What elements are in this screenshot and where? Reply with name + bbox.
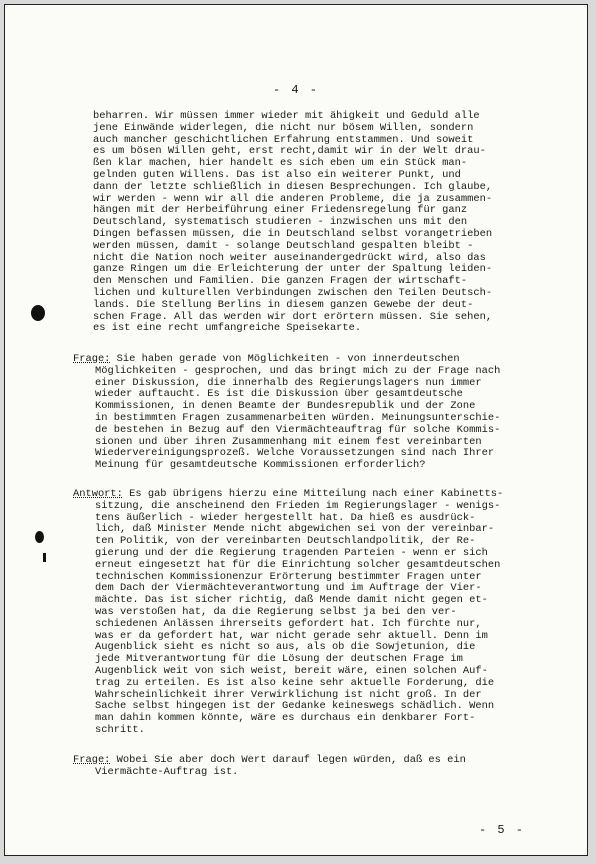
- text-line: Wahrscheinlichkeit ihrer Verwirklichung ist nicht groß. In der: [95, 688, 482, 701]
- text-line: was verstoßen hat, da die Regierung selbst ja bei den ver-: [95, 605, 457, 618]
- text-line: sionen und über ihren Zusammenhang mit einem fest vereinbarten: [95, 435, 482, 448]
- text-line: jene Einwände widerlegen, die nicht nur bösem Willen, sondern: [93, 121, 474, 134]
- answer-block: [73, 489, 503, 737]
- text-line: Augenblick sieht es nicht so aus, als ob die Sowjetunion, die: [95, 641, 476, 654]
- text-line: Möglichkeiten - gesprochen, und das bringt mich zu der Frage nach: [95, 364, 501, 377]
- text-line: erneut eingesetzt hat für die Einrichtung solcher gesamtdeutschen: [95, 558, 501, 571]
- text-line: beharren. Wir müssen immer wieder mit ähigkeit und Geduld alle: [93, 110, 480, 122]
- text-line: Kommissionen, in denen Beamte der Bundesrepublik und der Zone: [95, 400, 476, 413]
- text-line: wir werden - wenn wir all die anderen Probleme, die ja zusammen-: [93, 192, 493, 205]
- text-line: gierung und der die Regierung tragenden Parteien - wenn er sich: [95, 546, 488, 559]
- text-line: Meinung für gesamtdeutsche Kommissionen erforderlich?: [95, 459, 426, 472]
- text-line: Deutschland, systematisch studieren - inzwischen uns mit den: [93, 216, 468, 229]
- text-line: lands. Die Stellung Berlins in diesem ganzen Gewebe der deut-: [93, 298, 474, 311]
- text-line: was er da gefordert hat, war nicht gerade sehr aktuell. Denn im: [95, 629, 488, 642]
- answer-first-line: Antwort: Es gab übrigens hierzu eine Mitteilung nach einer Kabinetts-: [73, 488, 504, 500]
- question-first-line: Frage: Wobei Sie aber doch Wert darauf legen würden, daß es ein: [73, 754, 466, 766]
- text-line: ten Politik, von der vereinbarten Deutschlandpolitik, der Re-: [95, 535, 476, 548]
- text-line: Augenblick weit von sich weist, bereit wäre, einen solchen Auf-: [95, 664, 488, 677]
- question-block: [73, 755, 466, 779]
- text-line: es um bösen Willen geht, erst recht,damit wir in der Welt drau-: [93, 145, 486, 158]
- question-block: [73, 354, 500, 472]
- question-text: [73, 366, 500, 472]
- text-line: man dahin kommen könnte, wäre es durchaus ein denkbarer Fort-: [95, 712, 476, 725]
- margin-mark: [43, 553, 46, 562]
- text-line: jede Mitverantwortung für die Lösung der deutschen Frage im: [95, 653, 463, 666]
- text-line: Sache selbst hingegen ist der Gedanke keineswegs schädlich. Wenn: [95, 700, 495, 713]
- text-line: technischen Kommissionenzur Erörterung bestimmter Fragen unter: [95, 570, 482, 583]
- text-line: schen Frage. All das werden wir dort erörtern müssen. Sie sehen,: [93, 310, 493, 323]
- punch-hole-mark: [35, 531, 44, 543]
- text-line: den Menschen und Familien. Die ganzen Fragen der wirtschaft-: [93, 275, 468, 288]
- question-first-line: Frage: Sie haben gerade von Möglichkeiten - von innerdeutschen: [73, 353, 460, 365]
- text-line: hängen mit der Herbeiführung einer Friedensregelung für ganz: [93, 204, 468, 217]
- text-line: wieder auftaucht. Es ist die Diskussion über gesamtdeutsche: [95, 388, 463, 401]
- text-line: auch mancher geschichtlichen Erfahrung entstammen. Und soweit: [93, 133, 474, 146]
- text-line: trag zu erteilen. Es ist also keine sehr aktuelle Forderung, die: [95, 676, 495, 689]
- text-line: lichen und kulturellen Verbindungen zwischen den Teilen Deutsch-: [93, 286, 493, 299]
- text-line: schritt.: [95, 723, 145, 736]
- answer-label: Antwort:: [73, 488, 123, 500]
- question-label: Frage:: [73, 754, 111, 766]
- text-line: werden müssen, damit - solange Deutschland gespalten bleibt -: [93, 239, 474, 252]
- text-line: Viermächte-Auftrag ist.: [95, 765, 239, 778]
- text-line: nicht die Nation noch weiter auseinandergedrückt wird, also das: [93, 251, 486, 264]
- question-label: Frage:: [73, 353, 111, 365]
- text-line: lich, daß Minister Mende nicht abgewichen sei von der vereinbar-: [95, 523, 495, 536]
- text-line: Wiedervereinigungsprozeß. Welche Voraussetzungen sind nach Ihrer: [95, 447, 495, 460]
- text-line: schiedenen Anlässen ihrerseits gefordert hat. Ich fürchte nur,: [95, 617, 482, 630]
- body-paragraph: [93, 111, 492, 335]
- text-line: de bestehen in Bezug auf den Viermächteauftrag für solche Kommis-: [95, 423, 501, 436]
- document-page: [4, 4, 588, 856]
- answer-text: [73, 501, 503, 737]
- text-line: mächte. Das ist sicher richtig, daß Mende damit nicht gegen et-: [95, 594, 488, 607]
- page-number-bottom: - 5 -: [478, 823, 525, 837]
- text-line: Dingen befassen müssen, die in Deutschland selbst vorangetrieben: [93, 227, 493, 240]
- text-line: dann der letzte schließlich in diesen Besprechungen. Ich glaube,: [93, 180, 493, 193]
- text-line: einer Diskussion, die innerhalb des Regierungslagers nun immer: [95, 376, 482, 389]
- punch-hole-mark: [31, 305, 45, 321]
- text-line: dem Dach der Viermächteverantwortung und im Auftrage der Vier-: [95, 582, 482, 595]
- text-line: gelnden guten Willens. Das ist also ein weiterer Punkt, und: [93, 168, 461, 181]
- text-line: tens äußerlich - wieder hergestellt hat. Da hieß es ausdrück-: [95, 511, 476, 524]
- question-text: [73, 767, 466, 779]
- text-line: sitzung, die anscheinend den Frieden im Regierungslager - wenigs-: [95, 499, 501, 512]
- text-line: es ist eine recht umfangreiche Speisekarte.: [93, 322, 362, 335]
- text-line: ßen klar machen, hier handelt es sich eben um ein Stück man-: [93, 157, 468, 170]
- page-number-top: - 4 -: [272, 83, 319, 97]
- text-line: ganze Ringen um die Erleichterung der unter der Spaltung leiden-: [93, 263, 493, 276]
- text-line: in bestimmten Fragen zusammenarbeiten würden. Meinungsunterschie-: [95, 411, 501, 424]
